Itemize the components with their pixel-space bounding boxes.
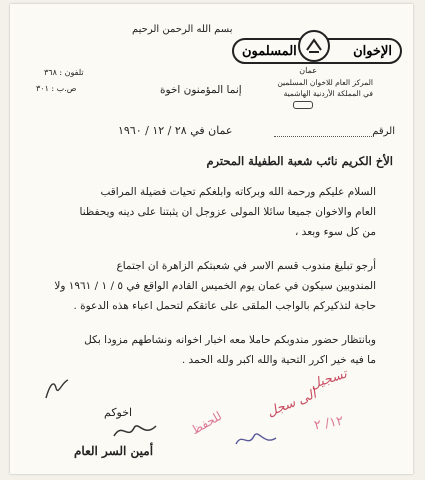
body-line: وبانتظار حضور مندوبكم حاملا معه اخبار اخوانه ونشاطهم مزودا بكل (84, 334, 376, 346)
date-line: عمان في ٢٨ / ١٢ / ١٩٦٠ (118, 124, 233, 137)
po-box: ص.ب : ٣٠١ (36, 84, 77, 93)
emblem-icon (298, 30, 330, 62)
body-line: ما فيه خير اكرر التحية والله اكبر ولله الحمد . (181, 354, 376, 366)
seal-mark-icon (293, 101, 313, 109)
closing: اخوكم (104, 406, 133, 419)
body-line: العام والاخوان جميعا سائلا المولى عزوجل ان يثبتنا على دينه ويحفظنا (79, 206, 376, 218)
ref-dotted-line (274, 136, 374, 137)
letter-page (10, 4, 413, 474)
org-name-left: الإخوان (353, 43, 392, 59)
body-line: المندوبين سيكون في عمان يوم الخميس القادم الواقع في ٥ / ١ / ١٩٦١ ولا (54, 280, 376, 292)
basmala: بسم الله الرحمن الرحيم (132, 24, 233, 35)
signature-title: أمين السر العام (74, 444, 154, 458)
body-line: من كل سوء وبعد ، (294, 226, 376, 238)
letter-body (46, 182, 376, 370)
center-line-1: المركز العام للاخوان المسلمين (277, 78, 373, 87)
city-label: عمان (299, 66, 317, 75)
phone-number: تلفون : ٣٦٨ (44, 68, 84, 77)
body-line: حاجة لتذكيركم بالواجب الملقى على عاتقكم لتحمل اعباء هذه الدعوة . (73, 300, 376, 312)
handwritten-signature (110, 418, 160, 444)
margin-initials-mark (42, 374, 72, 404)
blue-initials-mark (232, 424, 282, 452)
body-line: أرجو تبليغ مندوب قسم الاسر في شعبتكم الزاهرة ان اجتماع (116, 260, 376, 272)
pink-annotation: للحفظ (188, 408, 225, 438)
ref-label: الرقم (372, 126, 395, 137)
pink-date-annotation: ١٢/ ٢ (312, 413, 345, 434)
org-name-right: المسلمون (242, 43, 297, 59)
salutation: الأخ الكريم نائب شعبة الطفيلة المحترم (206, 154, 393, 168)
red-annotation-2: الى سجل (265, 386, 319, 421)
body-line: السلام عليكم ورحمة الله وبركاته وابلغكم تحيات فضيلة المراقب (100, 186, 376, 198)
red-annotation-1: تسجيل (308, 366, 349, 393)
motto: إنما المؤمنون اخوة (160, 84, 242, 96)
center-line-2: في المملكة الأردنية الهاشمية (283, 89, 373, 98)
